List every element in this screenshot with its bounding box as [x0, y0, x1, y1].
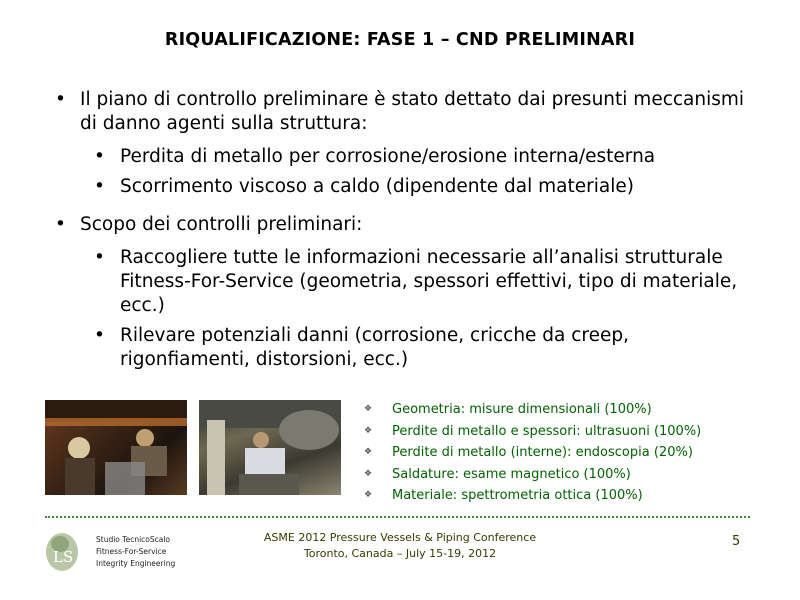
bullet-glyph: •: [94, 325, 105, 346]
list-item-text: Perdite di metallo e spessori: ultrasuoni (100%): [392, 423, 702, 439]
bullet-glyph: •: [94, 247, 105, 268]
diamond-bullet-icon: ❖: [364, 468, 373, 479]
org-line: Studio TecnicoScalo: [96, 535, 171, 544]
sub-bullet: [52, 145, 752, 169]
slide-body: [52, 88, 752, 378]
diamond-bullet-icon: ❖: [364, 447, 373, 457]
sub-bullets-2: [52, 246, 752, 372]
sub-bullet: [52, 175, 752, 199]
bullet-2: [52, 213, 752, 237]
org-line: Integrity Engineering: [96, 559, 176, 568]
organization-name: [96, 534, 175, 570]
conference-location: Toronto, Canada – July 15-19, 2012: [303, 546, 497, 560]
list-item-text: Geometria: misure dimensionali (100%): [392, 402, 652, 417]
sub-bullet-text: Perdita di metallo per corrosione/erosione interna/esterna: [120, 146, 656, 167]
company-logo: [40, 528, 90, 574]
list-item: [362, 399, 782, 421]
inspection-photo-2-graphic: [199, 400, 341, 495]
list-item: [362, 485, 782, 507]
bullet-glyph: •: [55, 214, 66, 235]
bullet-glyph: •: [94, 146, 105, 167]
diamond-bullet-icon: ❖: [364, 490, 373, 500]
sub-bullet: [52, 324, 752, 372]
list-item: [362, 421, 782, 443]
list-item: [362, 442, 782, 464]
sub-bullet-text: Rilevare potenziali danni (corrosione, cricche da creep, rigonfiamenti, distorsioni, ecc.): [120, 325, 630, 370]
inspection-photo-1: [45, 400, 187, 495]
sub-bullets-1: [52, 145, 752, 199]
list-item-text: Materiale: spettrometria ottica (100%): [392, 488, 643, 503]
sub-bullet-text: Scorrimento viscoso a caldo (dipendente dal materiale): [120, 176, 634, 197]
diamond-bullet-icon: ❖: [364, 425, 373, 436]
conference-info: [190, 530, 610, 561]
logo-text: LS: [53, 548, 74, 566]
logo-graphic: [40, 528, 90, 574]
bullet-glyph: •: [94, 176, 105, 197]
bullet-glyph: •: [55, 89, 66, 110]
bullet-1: [52, 88, 752, 136]
bullet-text: Scopo dei controlli preliminari:: [80, 214, 363, 235]
inspection-photo-2: [199, 400, 341, 495]
org-line: Fitness-For-Service: [96, 547, 167, 556]
bullet-text: Il piano di controllo preliminare è stato dettato dai presunti meccanismi di danno agenti sulla struttura:: [80, 89, 745, 134]
inspection-methods-list: [362, 399, 782, 507]
page-number: 5: [732, 534, 741, 549]
list-item-text: Perdite di metallo (interne): endoscopia (20%): [392, 445, 693, 460]
inspection-photo-1-graphic: [45, 400, 187, 495]
sub-bullet-text: Raccogliere tutte le informazioni necessarie all’analisi strutturale Fitness-For-Service (geometria, spessori effettivi, tipo di materiale, ecc.): [120, 247, 738, 316]
diamond-bullet-icon: ❖: [364, 404, 373, 414]
sub-bullet: [52, 246, 752, 318]
list-item-text: Saldature: esame magnetico (100%): [392, 466, 631, 482]
conference-name: ASME 2012 Pressure Vessels & Piping Conference: [263, 531, 537, 544]
list-item: [362, 464, 782, 486]
footer-divider: [45, 516, 750, 518]
slide-title: RIQUALIFICAZIONE: FASE 1 – CND PRELIMINARI: [164, 30, 636, 50]
